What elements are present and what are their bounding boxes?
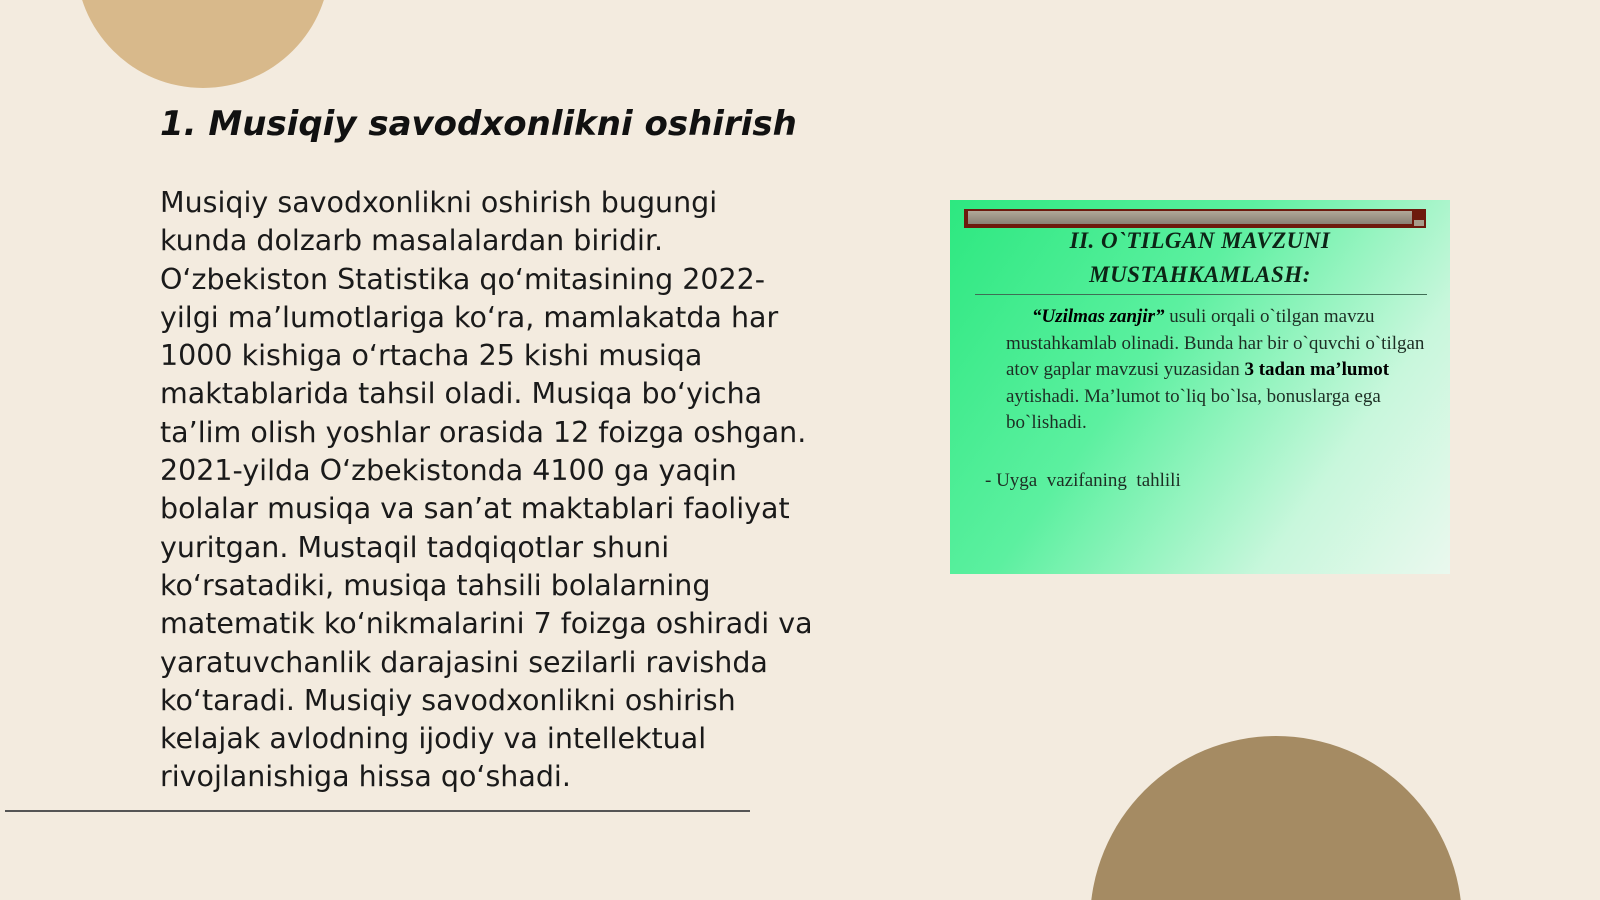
embedded-paragraph — [1006, 304, 1426, 437]
embedded-text-part: usuli orqali o`tilgan mavzu mustahkamlab olinadi. Bunda har bir o`quvchi o`tilgan atov gaplar mavzusi yuzasidan — [1006, 306, 1425, 381]
embedded-heading — [950, 224, 1450, 292]
embedded-bold-text: 3 tadan ma’lumot — [1244, 359, 1390, 381]
body-line: O‘zbekiston Statistika qo‘mitasining 2022- — [160, 262, 766, 296]
body-line: rivojlanishiga hissa qo‘shadi. — [160, 760, 571, 794]
body-line: ko‘taradi. Musiqiy savodxonlikni oshirish — [160, 683, 736, 717]
decorative-circle-bottom — [1090, 736, 1462, 900]
body-line: Musiqiy savodxonlikni oshirish bugungi — [160, 186, 718, 219]
embedded-rule — [975, 294, 1427, 295]
embedded-heading-line: II. O`TILGAN MAVZUNI — [1069, 228, 1331, 253]
body-line: ko‘rsatadiki, musiqa tahsili bolalarning — [160, 568, 711, 602]
body-line: yuritgan. Mustaqil tadqiqotlar shuni — [160, 530, 670, 564]
body-line: 1000 kishiga o‘rtacha 25 kishi musiqa — [160, 339, 703, 373]
embedded-heading-line: MUSTAHKAMLASH: — [1089, 262, 1311, 287]
decorative-circle-top — [76, 0, 330, 88]
horizontal-divider — [5, 810, 750, 812]
embedded-text-part: aytishadi. Ma’lumot to`liq bo`lsa, bonuslarga ega bo`lishadi. — [1006, 385, 1381, 434]
slide-title: 1. Musiqiy savodxonlikni oshirish — [160, 104, 797, 144]
body-line: yaratuvchanlik darajasini sezilarli ravishda — [160, 645, 768, 679]
body-line: kunda dolzarb masalalardan biridir. — [160, 224, 664, 258]
embedded-slide-image — [950, 200, 1450, 574]
body-line: matematik ko‘nikmalarini 7 foizga oshiradi va — [160, 607, 813, 641]
body-line: 2021-yilda O‘zbekistonda 4100 ga yaqin — [160, 454, 737, 488]
body-line: yilgi ma’lumotlariga ko‘ra, mamlakatda har — [160, 300, 779, 334]
body-line: bolalar musiqa va san’at maktablari faoliyat — [160, 492, 790, 526]
body-line: ta’lim olish yoshlar orasida 12 foizga oshgan. — [160, 415, 807, 449]
body-line: maktablarida tahsil oladi. Musiqa bo‘yicha — [160, 377, 763, 411]
embedded-dash-item: - Uyga vazifaning tahlili — [985, 470, 1181, 491]
body-line: kelajak avlodning ijodiy va intellektual — [160, 722, 707, 756]
embedded-lead: “Uzilmas zanjir” — [1032, 306, 1165, 327]
slide-body-text — [160, 184, 860, 797]
